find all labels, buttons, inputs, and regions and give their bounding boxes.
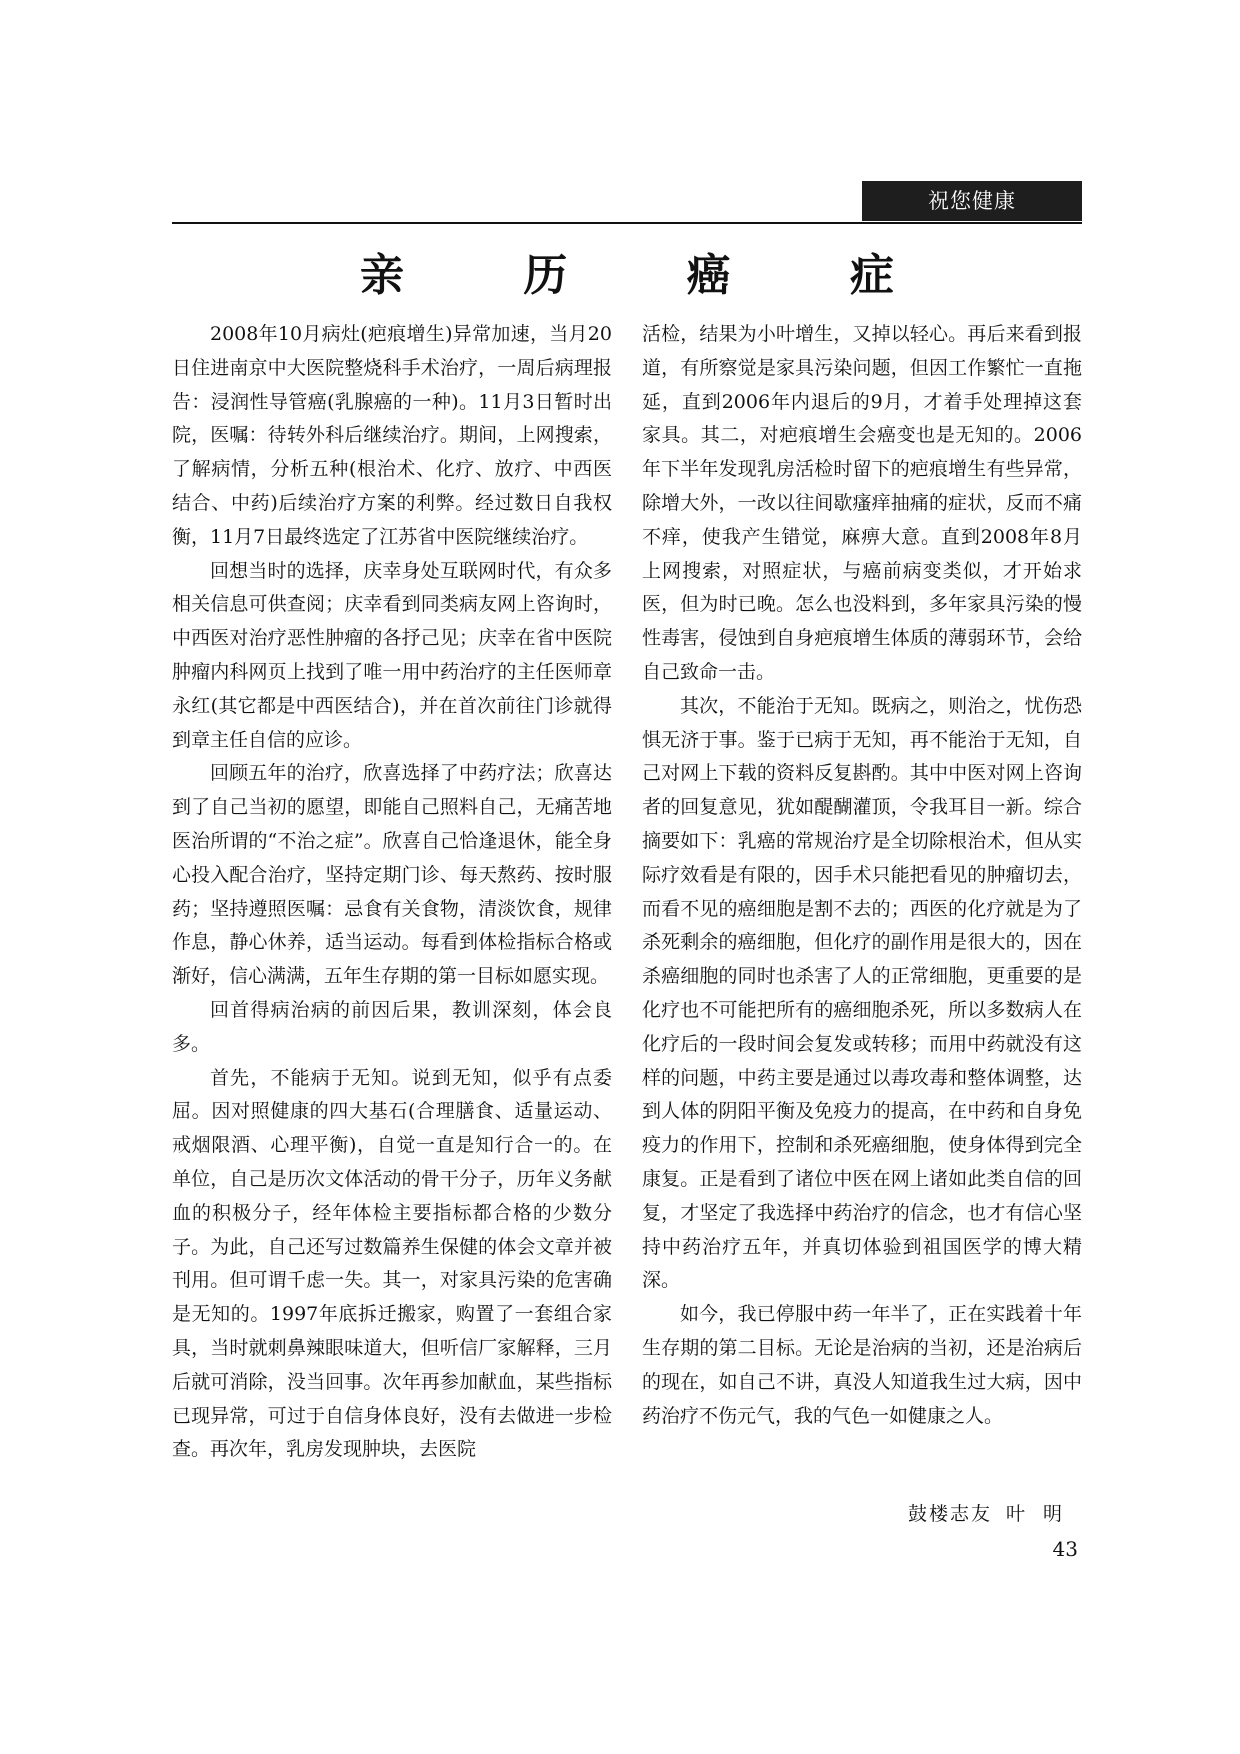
author-org: 鼓楼志友 [907,1503,992,1525]
paragraph: 首先，不能病于无知。说到无知，似乎有点委屈。因对照健康的四大基石(合理膳食、适量运动、戒烟限酒、心理平衡)，自觉一直是知行合一的。在单位，自己是历次文体活动的骨干分子，历年义务献血的积极分子，经年体检主要指标都合格的少数分子。为此，自己还写过数篇养生保健的体会文章并被刊用。但可谓千虑一失。其一，对家具污染的危害确是无知的。1997年底拆迁搬家，购置了一套组合家具，当时就刺鼻辣眼味道大，但听信厂家解释，三月后就可消除，没当回事。次年再参加献血，某些指标已现异常，可过于自信身体良好，没有去做进一步检查。再次年，乳房发现肿块，去医院 [172,1066,612,1461]
header-rule [172,222,1082,224]
paragraph: 如今，我已停服中药一年半了，正在实践着十年生存期的第二目标。无论是治病的当初，还是治病后的现在，如自己不讲，真没人知道我生过大病，因中药治疗不伤元气，我的气色一如健康之人。 [642,1303,1082,1427]
author-name: 叶明 [1005,1503,1080,1525]
section-tag: 祝您健康 [862,181,1082,221]
paragraph-continued: 活检，结果为小叶增生，又掉以轻心。再后来看到报道，有所察觉是家具污染问题，但因工作繁忙一直拖延，直到2006年内退后的9月，才着手处理掉这套家具。其二，对疤痕增生会癌变也是无知的。2006年下半年发现乳房活检时留下的疤痕增生有些异常，除增大外，一改以往间歇瘙痒抽痛的症状，反而不痛不痒，使我产生错觉，麻痹大意。直到2008年8月上网搜索，对照症状，与癌前病变类似，才开始求医，但为时已晚。怎么也没料到，多年家具污染的慢性毒害，侵蚀到自身疤痕增生体质的薄弱环节，会给自己致命一击。 [642,323,1082,683]
paragraph: 回想当时的选择，庆幸身处互联网时代，有众多相关信息可供查阅；庆幸看到同类病友网上咨询时，中西医对治疗恶性肿瘤的各抒己见；庆幸在省中医院肿瘤内科网页上找到了唯一用中药治疗的主任医师章永红(其它都是中西医结合)，并在首次前往门诊就得到章主任自信的应诊。 [172,559,612,751]
left-column [172,318,612,1467]
article-title: 亲 历 癌 症 [360,250,946,301]
paragraph: 2008年10月病灶(疤痕增生)异常加速，当月20日住进南京中大医院整烧科手术治疗，一周后病理报告：浸润性导管癌(乳腺癌的一种)。11月3日暂时出院，医嘱：待转外科后继续治疗。期间，上网搜索，了解病情，分析五种(根治术、化疗、放疗、中西医结合、中药)后续治疗方案的利弊。经过数日自我权衡，11月7日最终选定了江苏省中医院继续治疗。 [172,323,612,548]
paragraph: 回首得病治病的前因后果，教训深刻，体会良多。 [172,998,612,1055]
right-column [642,318,1082,1433]
page-number: 43 [1052,1537,1078,1561]
paragraph: 回顾五年的治疗，欣喜选择了中药疗法；欣喜达到了自己当初的愿望，即能自己照料自己，无痛苦地医治所谓的“不治之症”。欣喜自己恰逢退休，能全身心投入配合治疗，坚持定期门诊、每天熬药、按时服药；坚持遵照医嘱：忌食有关食物，清淡饮食，规律作息，静心休养，适当运动。每看到体检指标合格或渐好，信心满满，五年生存期的第一目标如愿实现。 [172,762,612,988]
paragraph: 其次，不能治于无知。既病之，则治之，忧伤恐惧无济于事。鉴于已病于无知，再不能治于无知，自己对网上下载的资料反复斟酌。其中中医对网上咨询者的回复意见，犹如醍醐灌顶，令我耳目一新。综合摘要如下：乳癌的常规治疗是全切除根治术，但从实际疗效看是有限的，因手术只能把看见的肿瘤切去，而看不见的癌细胞是割不去的；西医的化疗就是为了杀死剩余的癌细胞，但化疗的副作用是很大的，因在杀癌细胞的同时也杀害了人的正常细胞，更重要的是化疗也不可能把所有的癌细胞杀死，所以多数病人在化疗后的一段时间会复发或转移；而用中药就没有这样的问题，中药主要是通过以毒攻毒和整体调整，达到人体的阴阳平衡及免疫力的提高，在中药和自身免疫力的作用下，控制和杀死癌细胞，使身体得到完全康复。正是看到了诸位中医在网上诸如此类自信的回复，才坚定了我选择中药治疗的信念，也才有信心坚持中药治疗五年，并真切体验到祖国医学的博大精深。 [642,694,1082,1292]
author-signature [908,1497,1080,1531]
